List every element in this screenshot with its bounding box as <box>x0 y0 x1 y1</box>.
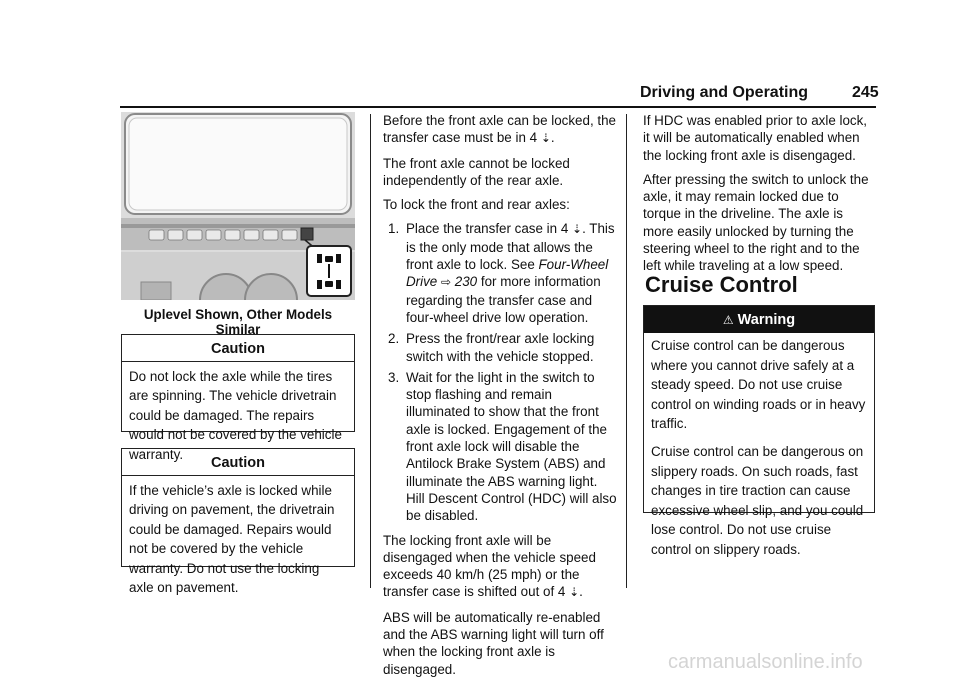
header-section-title: Driving and Operating <box>640 84 809 101</box>
paragraph: If HDC was enabled prior to axle lock, it will be automatically enabled when the locking front axle is disengaged. <box>643 113 868 163</box>
middle-column <box>383 112 619 685</box>
caution-text: Do not lock the axle while the tires are spinning. The vehicle drivetrain could be damaged. The repairs would not be covered by the vehicle warranty. <box>129 369 342 462</box>
caution-box-1 <box>121 334 355 462</box>
column-separator-1 <box>370 114 371 588</box>
warning-title-bar <box>644 306 874 333</box>
right-column <box>643 112 877 282</box>
warning-box <box>643 305 875 557</box>
paragraph: After pressing the switch to unlock the axle, it may remain locked due to torque in the driveline. The axle is more easily unlocked by turning the steering wheel to the right and to the left while traveling at a low speed. <box>643 171 869 274</box>
paragraph: The locking front axle will be disengaged when the vehicle speed exceeds 40 km/h (25 mph) or the transfer case is shifted out of 4 ⇣. <box>383 532 596 600</box>
header-rule <box>120 106 876 108</box>
caution-title: Caution <box>122 335 354 362</box>
paragraph: The front axle cannot be locked independently of the rear axle. <box>383 155 570 188</box>
page-number: 245 <box>852 84 879 101</box>
step-2: 2. Press the front/rear axle locking switch with the vehicle stopped. <box>388 331 595 364</box>
step-1: 1. Place the transfer case in 4 ⇣. This is the only mode that allows the front axle to lock. See Four-Wheel Drive ⇨ 230 for more information regarding the transfer case and four-wheel drive low operation. <box>388 221 615 325</box>
caution-title: Caution <box>122 449 354 476</box>
cross-reference-link[interactable]: Four-Wheel Drive <box>406 257 609 290</box>
reference-page[interactable]: 230 <box>454 274 478 290</box>
watermark: carmanualsonline.info <box>668 651 863 673</box>
step-3: 3. Wait for the light in the switch to stop flashing and remain illuminated to show that the front axle is locked. Engagement of the front axle lock will disable the Antilock Brake System (ABS) and illuminate the ABS warning light. Hill Descent Control (HDC) will also be disabled. <box>388 369 617 524</box>
four-low-symbol: ⇣ <box>572 222 583 237</box>
steps-list <box>383 220 619 524</box>
dashboard-photo <box>121 112 355 300</box>
warning-title: Warning <box>737 312 796 328</box>
paragraph: Before the front axle can be locked, the transfer case must be in 4 ⇣. <box>383 113 616 146</box>
paragraph: ABS will be automatically re-enabled and the ABS warning light will turn off when the locking front axle is disengaged. <box>383 609 604 677</box>
paragraph: To lock the front and rear axles: <box>383 197 570 213</box>
caution-text: If the vehicle’s axle is locked while driving on pavement, the drivetrain could be damaged. Repairs would not be covered by the vehicle warranty. Do not use the locking axle on pavement. <box>129 483 335 596</box>
warning-text <box>644 333 874 560</box>
four-low-symbol: ⇣ <box>569 585 580 600</box>
section-heading: Cruise Control <box>645 272 798 297</box>
dashboard-illustration <box>121 112 355 300</box>
four-low-symbol: ⇣ <box>540 131 551 146</box>
figure-caption: Uplevel Shown, Other Models Similar <box>143 307 333 337</box>
warning-triangle-icon: ⚠ <box>722 313 734 327</box>
paragraph: Cruise control can be dangerous on slippery roads. On such roads, fast changes in tire traction can cause excessive wheel slip, and you could lose control. Do not use cruise control on slippery roads. <box>651 443 864 557</box>
page-reference-arrow-icon: ⇨ <box>440 275 452 290</box>
column-separator-2 <box>626 114 627 588</box>
caution-box-2 <box>121 448 355 596</box>
paragraph: Cruise control can be dangerous where you cannot drive safely at a steady speed. Do not use cruise control on winding roads or in heavy traffic. <box>651 338 866 432</box>
